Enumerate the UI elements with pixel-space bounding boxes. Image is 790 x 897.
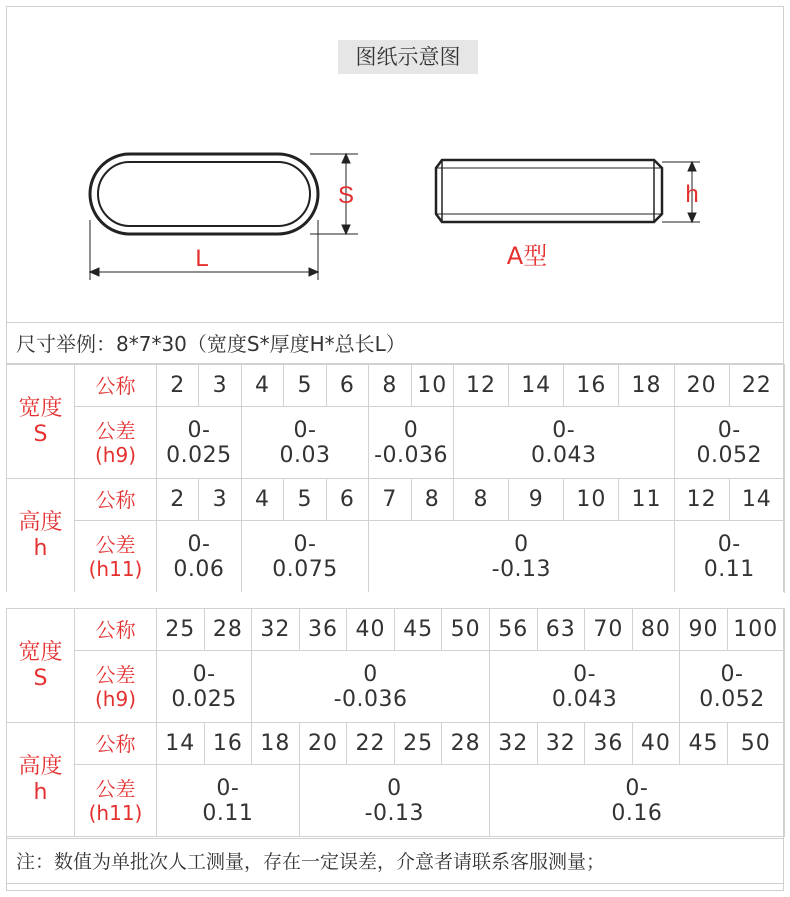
tolerance-label: [75, 765, 157, 837]
nominal-value: 10: [564, 479, 619, 521]
tolerance-label: [75, 521, 157, 593]
nominal-value: 36: [585, 723, 633, 765]
tolerance-row: [7, 407, 785, 479]
nominal-value: 2: [157, 479, 199, 521]
nominal-value: 22: [729, 365, 784, 407]
nominal-value: 6: [326, 365, 368, 407]
cell-line: 0-: [293, 417, 317, 443]
cell-line: 0-: [552, 417, 576, 443]
tolerance-value: [241, 521, 368, 593]
tolerance-value: [489, 651, 679, 723]
footnote: 注：数值为单批次人工测量，存在一定误差，介意者请联系客服测量；: [6, 838, 784, 884]
nominal-value: 90: [680, 609, 728, 651]
cell-line: 0-: [625, 775, 649, 801]
cell-line: (h9): [94, 442, 136, 467]
nominal-value: 40: [632, 723, 680, 765]
tolerance-value: [680, 651, 785, 723]
cell-line: S: [33, 421, 48, 447]
nominal-label: 公称: [75, 479, 157, 521]
cell-line: 0-: [216, 775, 240, 801]
cell-line: (h11): [88, 800, 143, 825]
nominal-value: 10: [411, 365, 453, 407]
cell-line: h: [33, 535, 48, 561]
label-h: h: [685, 181, 699, 208]
cell-line: S: [33, 665, 48, 691]
nominal-label: 公称: [75, 609, 157, 651]
nominal-label: 公称: [75, 723, 157, 765]
key-drawing: [6, 150, 784, 290]
nominal-value: 32: [252, 609, 300, 651]
cell-line: 0-: [717, 417, 741, 443]
tolerance-value: [369, 521, 674, 593]
nominal-value: 70: [585, 609, 633, 651]
tolerance-label: [75, 407, 157, 479]
nominal-value: 16: [204, 723, 252, 765]
cell-line: 公差: [95, 418, 136, 443]
cell-line: 0: [387, 775, 402, 801]
cell-line: 0.075: [272, 556, 338, 582]
cell-line: 宽度: [18, 639, 63, 665]
size-example: 尺寸举例：8*7*30（宽度S*厚度H*总长L）: [6, 322, 784, 364]
cell-line: -0.13: [364, 800, 425, 826]
nominal-value: 50: [442, 609, 490, 651]
nominal-value: 3: [199, 365, 241, 407]
label-type: A型: [506, 242, 548, 270]
side-view-shape: [436, 160, 662, 222]
nominal-value: 18: [619, 365, 674, 407]
cell-line: -0.13: [491, 556, 552, 582]
nominal-value: 12: [674, 479, 729, 521]
nominal-value: 11: [619, 479, 674, 521]
nominal-value: 4: [241, 479, 283, 521]
nominal-value: 56: [489, 609, 537, 651]
spec-table-1: [6, 364, 785, 593]
nominal-value: 5: [284, 479, 326, 521]
nominal-value: 25: [394, 723, 442, 765]
nominal-value: 45: [680, 723, 728, 765]
cell-line: (h11): [88, 556, 143, 581]
nominal-value: 8: [411, 479, 453, 521]
cell-line: 0-: [192, 661, 216, 687]
nominal-value: 20: [299, 723, 347, 765]
nominal-value: 8: [369, 365, 411, 407]
top-view-shape: [90, 154, 318, 234]
cell-line: 公差: [95, 532, 136, 557]
tolerance-row: [7, 765, 785, 837]
nominal-value: 5: [284, 365, 326, 407]
nominal-value: 3: [199, 479, 241, 521]
cell-line: 0-: [717, 531, 741, 557]
cell-line: 0.16: [611, 800, 663, 826]
tolerance-value: [299, 765, 489, 837]
nominal-value: 63: [537, 609, 585, 651]
nominal-row: [7, 723, 785, 765]
cell-line: 0-: [720, 661, 744, 687]
nominal-value: 40: [347, 609, 395, 651]
cell-line: 0.043: [551, 686, 618, 712]
nominal-row: [7, 609, 785, 651]
tolerance-row: [7, 651, 785, 723]
nominal-value: 14: [509, 365, 564, 407]
cell-line: 0: [514, 531, 529, 557]
nominal-value: 8: [453, 479, 508, 521]
nominal-value: 100: [727, 609, 784, 651]
cell-line: 0.052: [699, 686, 765, 712]
nominal-value: 12: [453, 365, 508, 407]
cell-line: h: [33, 779, 48, 805]
cell-line: 0-: [573, 661, 597, 687]
table-gap: [6, 592, 784, 608]
tolerance-value: [252, 651, 490, 723]
cell-line: 0.03: [279, 442, 331, 468]
group-label: [7, 365, 75, 479]
cell-line: 宽度: [18, 395, 63, 421]
group-label: [7, 479, 75, 593]
nominal-value: 20: [674, 365, 729, 407]
cell-line: 0.11: [703, 556, 755, 582]
nominal-value: 25: [157, 609, 205, 651]
nominal-value: 36: [299, 609, 347, 651]
cell-line: 0-: [187, 531, 211, 557]
cell-line: (h9): [94, 686, 136, 711]
nominal-value: 28: [204, 609, 252, 651]
cell-line: -0.036: [374, 442, 448, 468]
label-S: S: [337, 182, 355, 209]
cell-line: 0.043: [531, 442, 597, 468]
nominal-value: 14: [729, 479, 784, 521]
group-label: [7, 723, 75, 837]
nominal-value: 9: [509, 479, 564, 521]
tolerance-value: [674, 407, 784, 479]
tolerance-row: [7, 521, 785, 593]
tolerance-value: [489, 765, 784, 837]
tolerance-value: [674, 521, 784, 593]
drawing-caption: 图纸示意图: [338, 40, 478, 74]
nominal-row: [7, 479, 785, 521]
tolerance-value: [157, 765, 300, 837]
nominal-value: 28: [442, 723, 490, 765]
nominal-value: 2: [157, 365, 199, 407]
nominal-value: 45: [394, 609, 442, 651]
nominal-value: 14: [157, 723, 205, 765]
nominal-value: 80: [632, 609, 680, 651]
cell-line: -0.036: [333, 686, 408, 712]
tolerance-value: [157, 407, 242, 479]
tolerance-value: [241, 407, 368, 479]
cell-line: 0: [363, 661, 378, 687]
cell-line: 高度: [18, 509, 63, 535]
cell-line: 公差: [95, 776, 136, 801]
group-label: [7, 609, 75, 723]
cell-line: 高度: [18, 753, 63, 779]
nominal-value: 16: [564, 365, 619, 407]
cell-line: 0: [403, 417, 419, 443]
tolerance-label: [75, 651, 157, 723]
tolerance-value: [157, 651, 252, 723]
label-L: L: [195, 245, 209, 272]
cell-line: 0-: [293, 531, 317, 557]
nominal-label: 公称: [75, 365, 157, 407]
nominal-value: 18: [252, 723, 300, 765]
nominal-value: 4: [241, 365, 283, 407]
cell-line: 0.052: [696, 442, 762, 468]
nominal-value: 22: [347, 723, 395, 765]
cell-line: 0.11: [202, 800, 254, 826]
nominal-value: 6: [326, 479, 368, 521]
nominal-row: [7, 365, 785, 407]
tolerance-value: [369, 407, 454, 479]
cell-line: 0-: [187, 417, 211, 443]
nominal-value: 7: [369, 479, 411, 521]
nominal-value: 32: [537, 723, 585, 765]
cell-line: 0.025: [166, 442, 232, 468]
spec-table-2: [6, 608, 785, 837]
cell-line: 公差: [95, 662, 136, 687]
cell-line: 0.06: [173, 556, 225, 582]
nominal-value: 50: [727, 723, 784, 765]
tolerance-value: [157, 521, 242, 593]
nominal-value: 32: [489, 723, 537, 765]
cell-line: 0.025: [171, 686, 237, 712]
tolerance-value: [453, 407, 674, 479]
